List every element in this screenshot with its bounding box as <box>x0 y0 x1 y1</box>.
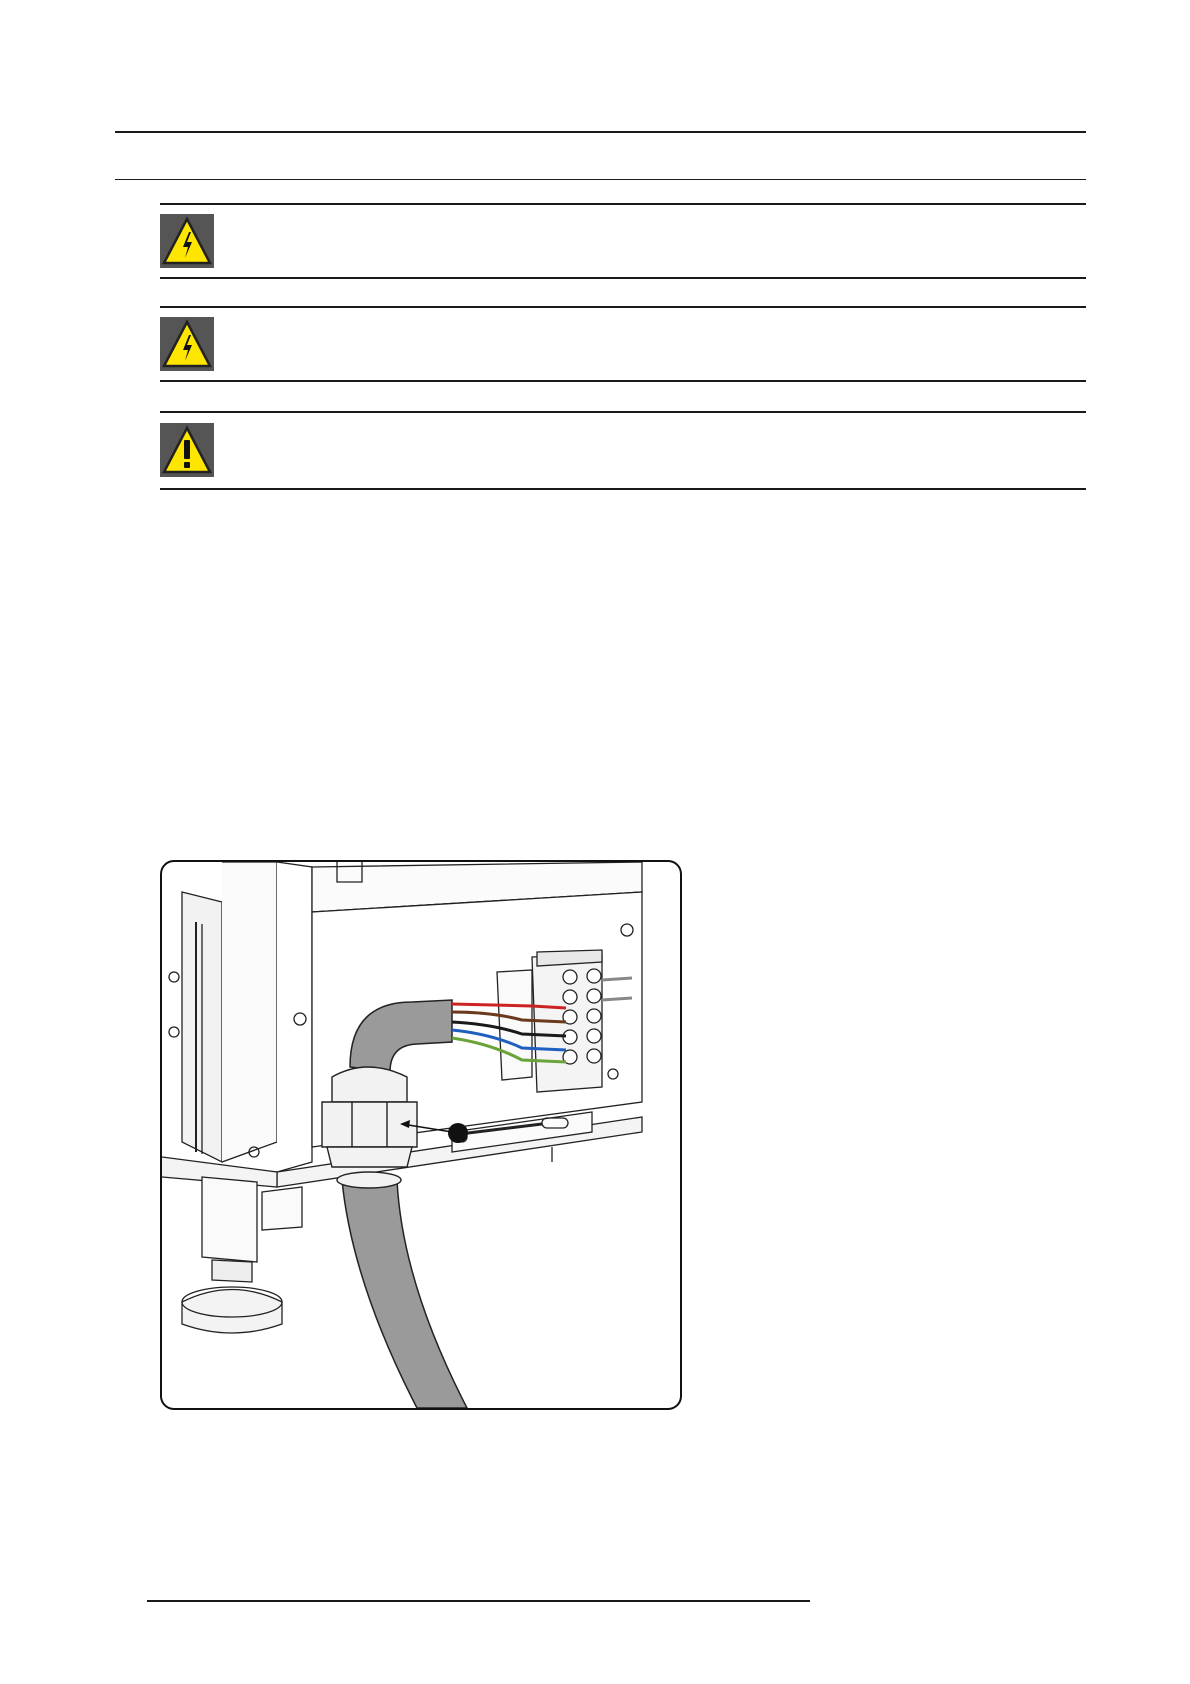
exclamation-warning-icon <box>160 423 214 477</box>
warning-notice-1 <box>160 203 1086 279</box>
high-voltage-warning-icon <box>160 214 214 268</box>
high-voltage-warning-icon <box>160 317 214 371</box>
footer-rule <box>147 1600 810 1602</box>
caution-notice <box>160 411 1086 490</box>
callout-marker <box>448 1123 468 1143</box>
cable-illustration <box>162 862 680 1408</box>
header-rule-top <box>115 131 1086 133</box>
warning-notice-2 <box>160 306 1086 382</box>
cable-connection-figure <box>160 860 682 1410</box>
header-rule-bottom <box>115 179 1086 180</box>
